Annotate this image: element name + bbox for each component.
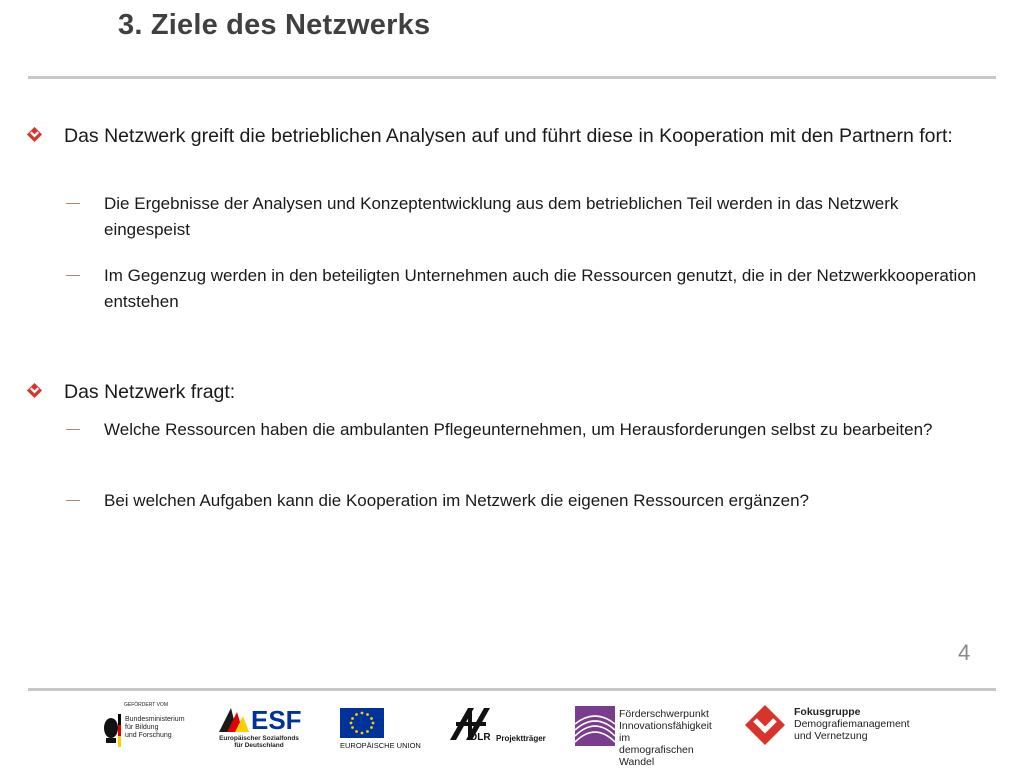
- dlr-logo: [444, 704, 556, 748]
- flag-black: [118, 714, 121, 725]
- bottom-divider: [28, 688, 996, 691]
- slide-title: 3. Ziele des Netzwerks: [118, 9, 431, 41]
- page-number: 4: [958, 640, 971, 665]
- fokusgruppe-emblem-icon: [744, 704, 786, 746]
- dlr-label: Projektträger: [496, 734, 546, 743]
- bullet-text: Das Netzwerk fragt:: [64, 381, 236, 403]
- foerderschwerpunkt-logo: [575, 706, 725, 768]
- bmbf-logo: [100, 702, 190, 758]
- esf-line1: Europäischer Sozialfonds: [219, 735, 299, 742]
- dlr-acronym: DLR: [470, 732, 491, 743]
- fokusgruppe-logo: [744, 704, 919, 748]
- fokus-line1: Fokusgruppe: [794, 706, 861, 718]
- bullet-diamond-icon: [26, 126, 43, 143]
- bmbf-line2: für Bildung: [125, 724, 159, 731]
- sub-bullet-dash: [66, 203, 80, 204]
- foerder-line1: Förderschwerpunkt: [619, 708, 709, 720]
- sub-bullet-text: Im Gegenzug werden in den beteiligten Unternehmen auch die Ressourcen genutzt, die in der Netzwerkkooperation entstehen: [104, 266, 977, 311]
- flag-red: [118, 725, 121, 736]
- flag-gold: [118, 736, 121, 747]
- esf-line2: für Deutschland: [234, 742, 284, 749]
- top-divider: [28, 76, 996, 79]
- fokus-line3: und Vernetzung: [794, 730, 868, 742]
- esf-emblem-icon: [217, 704, 251, 734]
- bmbf-line3: und Forschung: [125, 732, 172, 739]
- foerder-emblem-icon: [575, 706, 615, 746]
- esf-acronym: ESF: [251, 705, 302, 735]
- sub-bullet-dash: [66, 429, 80, 430]
- bullet-diamond-icon: [26, 382, 43, 399]
- foerder-line3: demografischen Wandel: [619, 744, 694, 768]
- eu-flag-icon: [340, 708, 384, 738]
- sub-bullet-text: Bei welchen Aufgaben kann die Kooperation im Netzwerk die eigenen Ressourcen ergänzen?: [104, 491, 810, 510]
- bullet-text: Das Netzwerk greift die betrieblichen Analysen auf und führt diese in Kooperation mit den Partnern fort:: [64, 125, 953, 147]
- eu-label: EUROPÄISCHE UNION: [340, 741, 421, 750]
- bmbf-sponsored-label: GEFÖRDERT VOM: [124, 702, 168, 708]
- sub-bullet-text: Welche Ressourcen haben die ambulanten Pflegeunternehmen, um Herausforderungen selbst zu bearbeiten?: [104, 420, 933, 439]
- sub-bullet-text: Die Ergebnisse der Analysen und Konzeptentwicklung aus dem betrieblichen Teil werden in das Netzwerk eingespeist: [104, 194, 899, 239]
- sub-bullet-dash: [66, 275, 80, 276]
- esf-logo: [215, 704, 307, 752]
- foerder-line2: Innovationsfähigkeit im: [619, 720, 712, 744]
- fokus-line2: Demografiemanagement: [794, 718, 910, 730]
- eu-logo: [338, 708, 433, 752]
- bmbf-line1: Bundesministerium: [125, 716, 185, 723]
- sub-bullet-dash: [66, 500, 80, 501]
